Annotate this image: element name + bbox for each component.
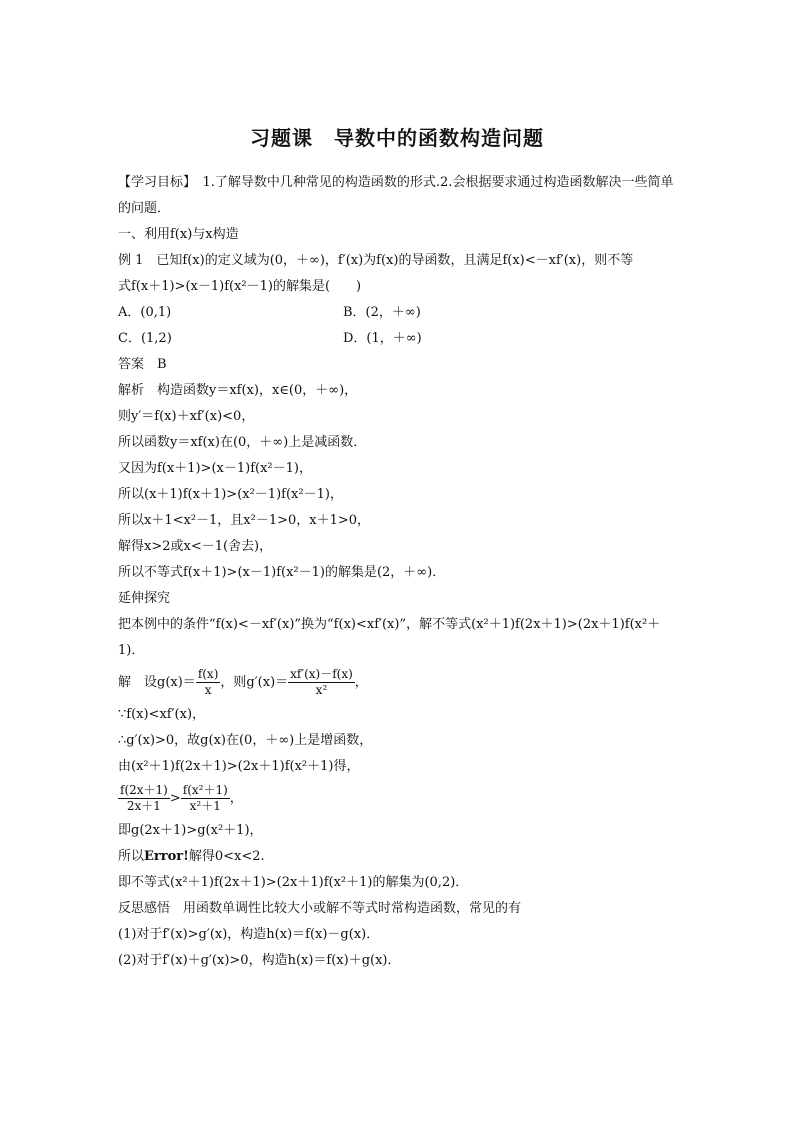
rule-2: (2)对于f′(x)＋g′(x)>0，构造h(x)＝f(x)＋g(x)． <box>118 953 401 968</box>
inequality-fractions <box>118 780 680 818</box>
extension-heading: 延伸探究 <box>118 591 171 606</box>
fraction-numerator: f(x²＋1) <box>182 783 228 797</box>
error-line-suffix: 解得0<x<2. <box>188 849 265 864</box>
fraction-right <box>181 783 230 814</box>
result-line: 即不等式(x²＋1)f(2x＋1)>(2x＋1)f(x²＋1)的解集为(0,2)． <box>118 875 469 890</box>
options-row-1 <box>118 300 680 326</box>
document-body <box>118 170 680 974</box>
g-inequality-line: 即g(2x＋1)>g(x²＋1)， <box>118 823 263 838</box>
fraction-numerator: f(x) <box>197 667 219 681</box>
example-question-line-2: 式f(x＋1)>(x－1)f(x²－1)的解集是( ) <box>118 279 362 294</box>
solution-line: 解析 构造函数y＝xf(x)，x∈(0，＋∞)， <box>118 383 358 398</box>
option-d: D．(1，＋∞) <box>343 331 422 346</box>
solution-line: 则y′＝f(x)＋xf′(x)<0， <box>118 409 255 424</box>
extension-text: 把本例中的条件“f(x)<－xf′(x)”换为“f(x)<xf′(x)”，解不等式(x²＋1)f(2x＋1)>(2x＋1)f(x²＋1)． <box>118 617 661 658</box>
inequality-end: ， <box>229 791 243 806</box>
solution-line: 解得x>2或x<－1(舍去)， <box>118 539 273 554</box>
options-row-2 <box>118 326 680 352</box>
solution-line: 所以x＋1<x²－1，且x²－1>0，x＋1>0， <box>118 513 371 528</box>
fraction-left <box>118 783 170 814</box>
solution2-mid: ，则g′(x)＝ <box>220 675 289 690</box>
option-a: A．(0,1) <box>118 305 172 320</box>
option-b: B．(2，＋∞) <box>343 305 421 320</box>
error-text: Error! <box>144 849 189 864</box>
error-line-prefix: 所以 <box>118 849 145 864</box>
fraction-denominator: x <box>204 683 212 697</box>
fraction-f-over-x <box>196 667 221 698</box>
solution2-definition <box>118 664 680 702</box>
solution-line: 所以不等式f(x＋1)>(x－1)f(x²－1)的解集是(2，＋∞)． <box>118 565 446 580</box>
solution2-prefix: 解 设g(x)＝ <box>118 675 196 690</box>
page-title: 习题课 导数中的函数构造问题 <box>250 126 544 150</box>
answer: 答案 B <box>118 357 167 372</box>
solution-line: 所以函数y＝xf(x)在(0，＋∞)上是减函数． <box>118 435 367 450</box>
fraction-derivative <box>288 667 355 698</box>
reflection-line: 反思感悟 用函数单调性比较大小或解不等式时常构造函数，常见的有 <box>118 901 522 916</box>
therefore-line: ∴g′(x)>0，故g(x)在(0，＋∞)上是增函数， <box>118 733 373 748</box>
fraction-numerator: f(2x＋1) <box>120 783 168 797</box>
solution-line: 所以(x＋1)f(x＋1)>(x²－1)f(x²－1)， <box>118 487 343 502</box>
fraction-denominator: x²＋1 <box>189 799 221 813</box>
learning-objectives: 【学习目标】 1.了解导数中几种常见的构造函数的形式.2.会根据要求通过构造函数解决一些简单的问题． <box>118 175 674 216</box>
section-heading: 一、利用f(x)与x构造 <box>118 227 239 242</box>
rule-1: (1)对于f′(x)>g′(x)，构造h(x)＝f(x)－g(x)． <box>118 927 380 942</box>
error-line <box>118 844 680 870</box>
solution-line: 又因为f(x＋1)>(x－1)f(x²－1)， <box>118 461 312 476</box>
from-line: 由(x²＋1)f(2x＋1)>(2x＋1)f(x²＋1)得， <box>118 759 360 774</box>
fraction-denominator: x² <box>315 683 328 697</box>
because-line: ∵f(x)<xf′(x)， <box>118 707 206 722</box>
greater-than-sign: > <box>169 791 181 806</box>
fraction-numerator: xf′(x)－f(x) <box>290 667 353 681</box>
option-c: C．(1,2) <box>118 331 172 346</box>
solution2-suffix: ， <box>354 675 368 690</box>
example-question-line-1: 例 1 已知f(x)的定义域为(0，＋∞)，f′(x)为f(x)的导函数，且满足f(x)<－xf′(x)，则不等 <box>118 253 634 268</box>
fraction-denominator: 2x＋1 <box>126 799 161 813</box>
